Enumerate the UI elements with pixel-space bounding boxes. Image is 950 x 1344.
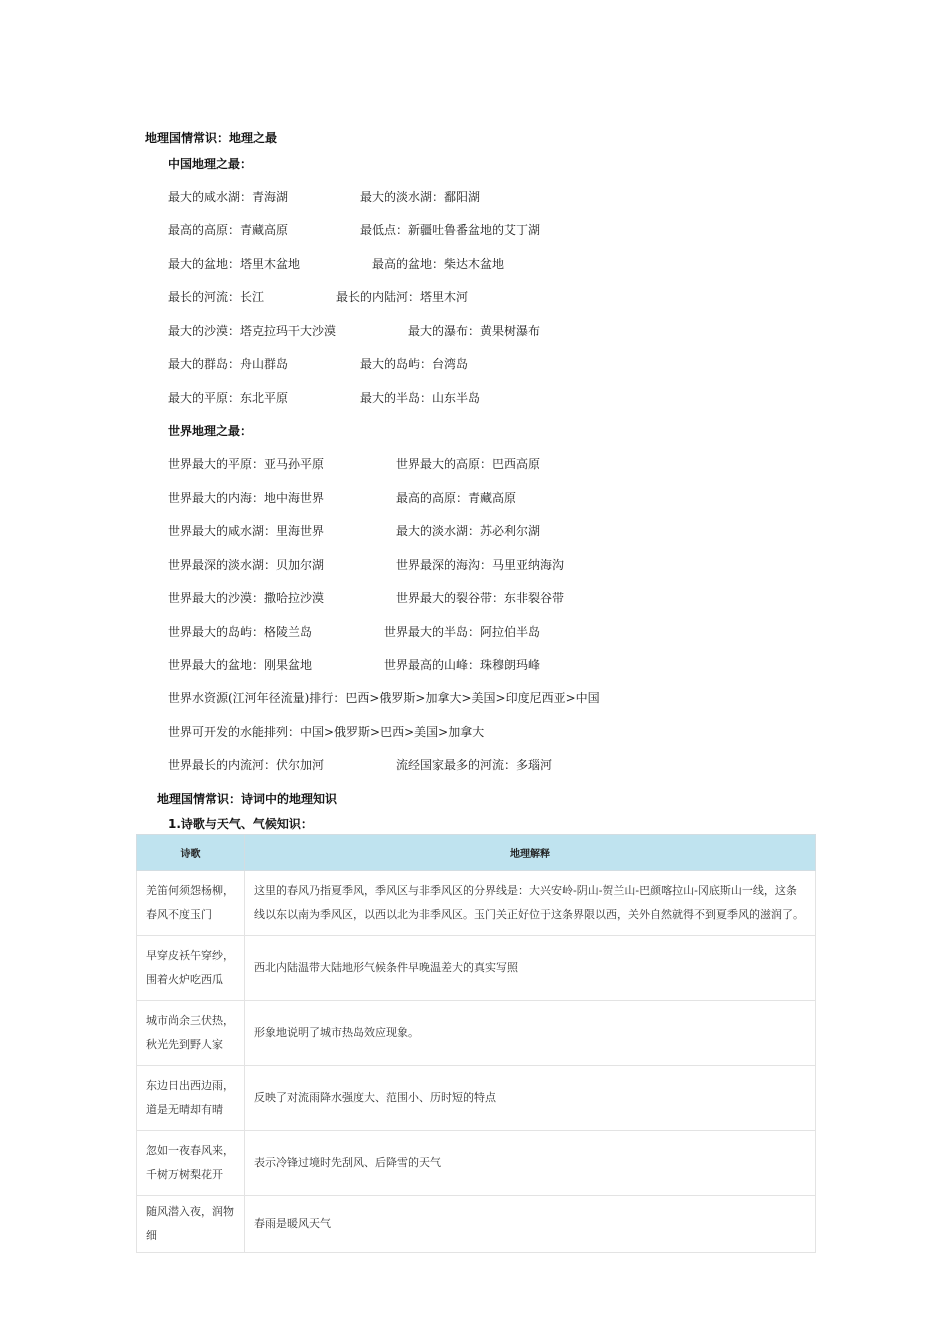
table-row (137, 1196, 816, 1253)
china-fact: 最大的咸水湖：青海湖 (168, 190, 289, 204)
table-row (137, 1066, 816, 1131)
china-fact: 最大的盆地：塔里木盆地 (168, 257, 301, 271)
poem-cell: 羌笛何须怨杨柳，春风不度玉门 (137, 871, 245, 936)
china-fact: 最大的瀑布：黄果树瀑布 (408, 324, 541, 338)
china-fact: 最大的平原：东北平原 (168, 391, 289, 405)
explanation-cell: 表示冷锋过境时先刮风、后降雪的天气 (245, 1131, 816, 1196)
world-fact: 最高的高原：青藏高原 (396, 491, 517, 505)
world-fact: 世界最大的盆地：刚果盆地 (168, 658, 313, 672)
world-fact: 世界最大的高原：巴西高原 (396, 457, 541, 471)
world-fact: 世界最深的海沟：马里亚纳海沟 (396, 558, 565, 572)
poem-cell: 早穿皮袄午穿纱，围着火炉吃西瓜 (137, 936, 245, 1001)
world-fact: 世界最大的平原：亚马孙平原 (168, 457, 325, 471)
section2-subtitle: 1.诗歌与天气、气候知识： (168, 817, 313, 831)
poem-cell: 东边日出西边雨，道是无晴却有晴 (137, 1066, 245, 1131)
china-fact: 最长的内陆河：塔里木河 (336, 290, 469, 304)
china-fact: 最低点：新疆吐鲁番盆地的艾丁湖 (360, 223, 541, 237)
world-fact: 世界可开发的水能排列：中国>俄罗斯>巴西>美国>加拿大 (168, 725, 485, 739)
world-fact: 世界水资源(江河年径流量)排行：巴西>俄罗斯>加拿大>美国>印度尼西亚>中国 (168, 691, 600, 705)
poetry-geography-table (136, 834, 816, 1253)
table-row (137, 1001, 816, 1066)
china-fact: 最大的半岛：山东半岛 (360, 391, 481, 405)
explanation-cell: 这里的春风乃指夏季风，季风区与非季风区的分界线是：大兴安岭-阴山-贺兰山-巴颜喀拉山-冈底斯山一线，这条线以东以南为季风区，以西以北为非季风区。玉门关正好位于这条界限以西，关外自然就得不到夏季风的滋润了。 (245, 871, 816, 936)
column-header-explanation: 地理解释 (245, 835, 816, 871)
column-header-poem: 诗歌 (137, 835, 245, 871)
table-row (137, 936, 816, 1001)
china-fact: 最大的沙漠：塔克拉玛干大沙漠 (168, 324, 337, 338)
poem-cell: 城市尚余三伏热，秋光先到野人家 (137, 1001, 245, 1066)
explanation-cell: 反映了对流雨降水强度大、范围小、历时短的特点 (245, 1066, 816, 1131)
china-title: 中国地理之最： (168, 157, 253, 171)
world-fact: 世界最大的内海：地中海世界 (168, 491, 325, 505)
section1-title: 地理国情常识：地理之最 (145, 131, 278, 145)
china-fact: 最大的淡水湖：鄱阳湖 (360, 190, 481, 204)
world-fact: 世界最大的沙漠：撒哈拉沙漠 (168, 591, 325, 605)
poem-cell: 随风潜入夜，润物细 (137, 1196, 245, 1253)
explanation-cell: 春雨是暖风天气 (245, 1196, 816, 1253)
world-fact: 世界最大的咸水湖：里海世界 (168, 524, 325, 538)
section2-title: 地理国情常识：诗词中的地理知识 (157, 792, 338, 806)
world-fact: 流经国家最多的河流：多瑙河 (396, 758, 553, 772)
explanation-cell: 形象地说明了城市热岛效应现象。 (245, 1001, 816, 1066)
table-row (137, 871, 816, 936)
table-row (137, 1131, 816, 1196)
china-fact: 最长的河流：长江 (168, 290, 265, 304)
china-fact: 最大的群岛：舟山群岛 (168, 357, 289, 371)
world-fact: 世界最长的内流河：伏尔加河 (168, 758, 325, 772)
china-fact: 最高的高原：青藏高原 (168, 223, 289, 237)
world-fact: 最大的淡水湖：苏必利尔湖 (396, 524, 541, 538)
china-fact: 最高的盆地：柴达木盆地 (372, 257, 505, 271)
world-title: 世界地理之最： (168, 424, 253, 438)
world-fact: 世界最高的山峰：珠穆朗玛峰 (384, 658, 541, 672)
world-fact: 世界最大的裂谷带：东非裂谷带 (396, 591, 565, 605)
poem-cell: 忽如一夜春风来，千树万树梨花开 (137, 1131, 245, 1196)
world-fact: 世界最大的半岛：阿拉伯半岛 (384, 625, 541, 639)
china-fact: 最大的岛屿：台湾岛 (360, 357, 469, 371)
table-header-row (137, 835, 816, 871)
world-fact: 世界最大的岛屿：格陵兰岛 (168, 625, 313, 639)
world-fact: 世界最深的淡水湖：贝加尔湖 (168, 558, 325, 572)
explanation-cell: 西北内陆温带大陆地形气候条件早晚温差大的真实写照 (245, 936, 816, 1001)
